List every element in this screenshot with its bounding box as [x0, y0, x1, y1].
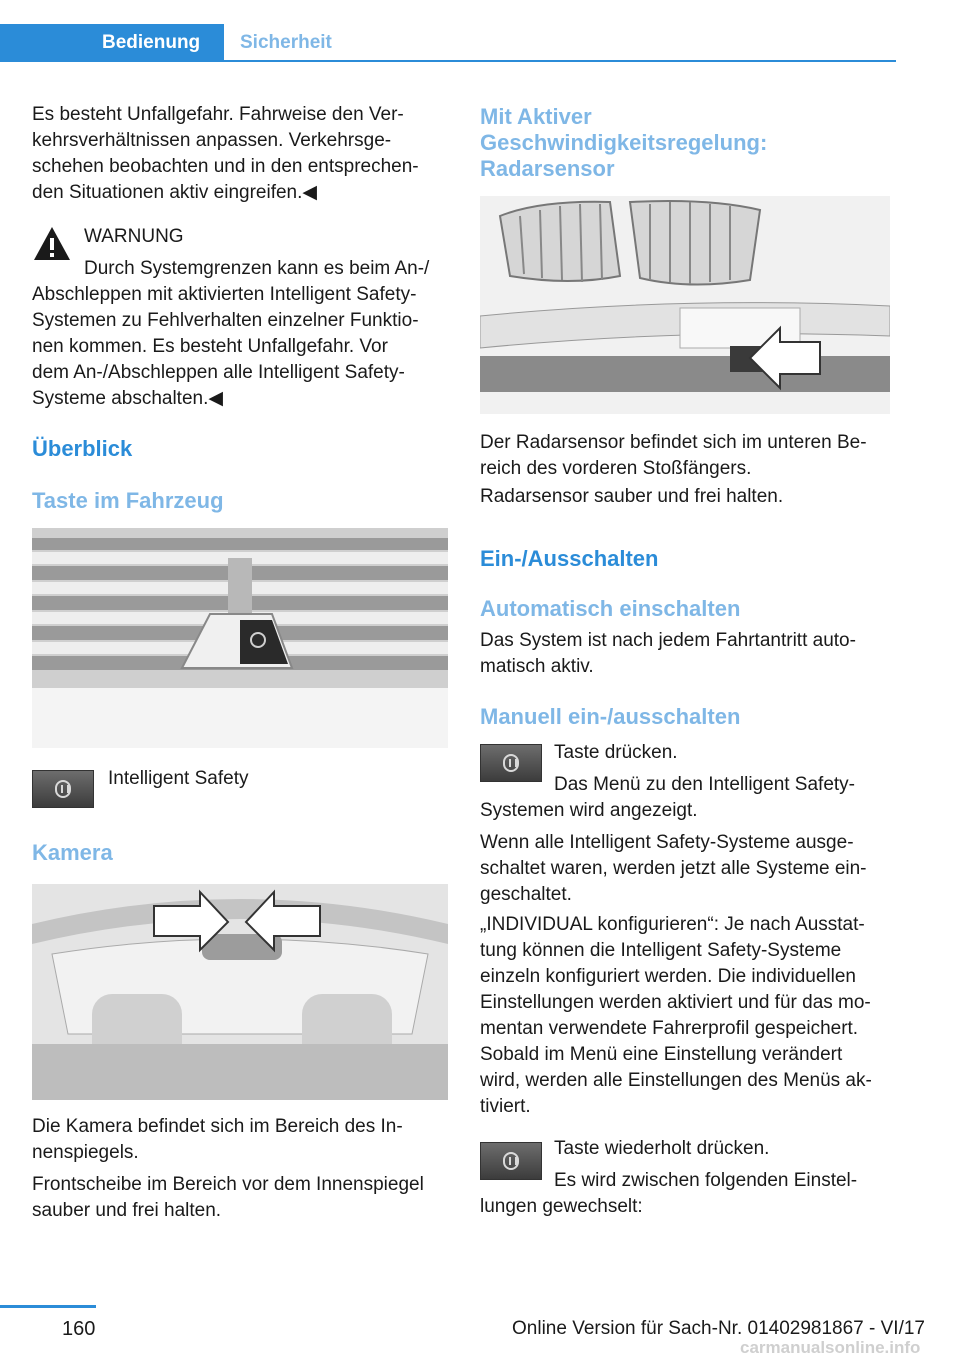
text-line: einzeln konfiguriert werden. Die individuellen: [480, 966, 856, 987]
heading-manual-on-off: Manuell ein-/ausschalten: [480, 704, 741, 729]
menu-shown-second-line: Systemen wird angezeigt.: [480, 800, 698, 821]
press-key-text: Taste drücken.: [554, 742, 678, 763]
individual-config-text: [480, 912, 900, 1120]
warning-text: [32, 282, 452, 412]
windshield-text: [32, 1172, 452, 1224]
radar-clean-text: Radarsensor sauber und frei halten.: [480, 486, 784, 507]
text-line: Wenn alle Intelligent Safety-Systeme ausge‐: [480, 832, 854, 853]
text-line: matisch aktiv.: [480, 656, 594, 677]
switch-first-line: Es wird zwischen folgenden Einstel‐: [554, 1170, 858, 1191]
text-line: Systemen zu Fehlverhalten einzelner Funktio‐: [32, 310, 419, 331]
button-caption: Intelligent Safety: [108, 768, 249, 789]
tab-underline: [0, 60, 896, 62]
tab-sicherheit[interactable]: Sicherheit: [240, 32, 332, 53]
heading-line: Radarsensor: [480, 156, 615, 181]
text-line: tiviert.: [480, 1096, 531, 1117]
menu-shown-first-line: Das Menü zu den Intelligent Safety-: [554, 774, 856, 795]
heading-overview: Überblick: [32, 436, 133, 461]
text-line: sauber und frei halten.: [32, 1200, 222, 1221]
camera-interior-photo: [32, 884, 448, 1100]
text-line: „INDIVIDUAL konfigurieren“: Je nach Ausstat‐: [480, 914, 865, 935]
watermark: carmanualsonline.info: [740, 1338, 921, 1357]
text-line: Frontscheibe im Bereich vor dem Innenspiegel: [32, 1174, 424, 1195]
intro-paragraph: [32, 102, 452, 206]
tab-bedienung[interactable]: Bedienung: [0, 24, 224, 62]
intelligent-safety-button-icon: [480, 1142, 542, 1180]
text-line: Das System ist nach jedem Fahrtantritt auto‐: [480, 630, 856, 651]
radar-location-text: [480, 430, 900, 482]
text-line: mentan verwendete Fahrerprofil gespeichert.: [480, 1018, 859, 1039]
intelligent-safety-button-icon: [32, 770, 94, 808]
intelligent-safety-button-icon: [480, 744, 542, 782]
text-line: tung können die Intelligent Safety-Systeme: [480, 940, 842, 961]
text-line: nenspiegels.: [32, 1142, 139, 1163]
text-line: Der Radarsensor befindet sich im unteren Be‐: [480, 432, 867, 453]
text-line: nen kommen. Es besteht Unfallgefahr. Vor: [32, 336, 388, 357]
camera-location-text: [32, 1114, 452, 1166]
warning-triangle-icon: [32, 224, 72, 264]
text-line: den Situationen aktiv eingreifen.◀: [32, 182, 318, 203]
heading-line: Mit Aktiver: [480, 104, 592, 129]
auto-on-text: [480, 628, 900, 680]
text-line: Systeme abschalten.◀: [32, 388, 223, 409]
text-line: kehrsverhältnissen anpassen. Verkehrsge‐: [32, 130, 392, 151]
text-line: Sobald im Menü eine Einstellung verändert: [480, 1044, 843, 1065]
heading-camera: Kamera: [32, 840, 113, 865]
text-line: Es besteht Unfallgefahr. Fahrweise den Ver‐: [32, 104, 404, 125]
heading-radar-sensor: [480, 104, 767, 182]
text-line: reich des vorderen Stoßfängers.: [480, 458, 752, 479]
heading-auto-on: Automatisch einschalten: [480, 596, 741, 621]
radar-bumper-photo: [480, 196, 890, 414]
heading-button-in-vehicle: Taste im Fahrzeug: [32, 488, 224, 513]
warning-first-line: Durch Systemgrenzen kann es beim An-/: [84, 258, 430, 279]
text-line: schaltet waren, werden jetzt alle Systeme ein‐: [480, 858, 867, 879]
footer-rule: [0, 1305, 96, 1308]
chapter-tabbar: [0, 0, 960, 62]
online-version-note: Online Version für Sach-Nr. 01402981867 - VI/17: [512, 1318, 925, 1339]
text-line: geschaltet.: [480, 884, 572, 905]
text-line: Die Kamera befindet sich im Bereich des In‐: [32, 1116, 403, 1137]
text-line: wird, werden alle Einstellungen des Menüs ak‐: [480, 1070, 872, 1091]
grille-button-photo: [32, 528, 448, 748]
text-line: schehen beobachten und in den entsprechen‐: [32, 156, 419, 177]
page-number: 160: [62, 1318, 96, 1340]
text-line: dem An-/Abschleppen alle Intelligent Safety-: [32, 362, 405, 383]
switch-second-line: lungen gewechselt:: [480, 1196, 643, 1217]
all-off-text: [480, 830, 900, 908]
text-line: Einstellungen werden aktiviert und für das mo‐: [480, 992, 871, 1013]
press-again-text: Taste wiederholt drücken.: [554, 1138, 770, 1159]
heading-on-off: Ein-/Ausschalten: [480, 546, 659, 571]
text-line: Abschleppen mit aktivierten Intelligent Safety-: [32, 284, 417, 305]
warning-title: WARNUNG: [84, 226, 184, 247]
heading-line: Geschwindigkeitsregelung:: [480, 130, 768, 155]
